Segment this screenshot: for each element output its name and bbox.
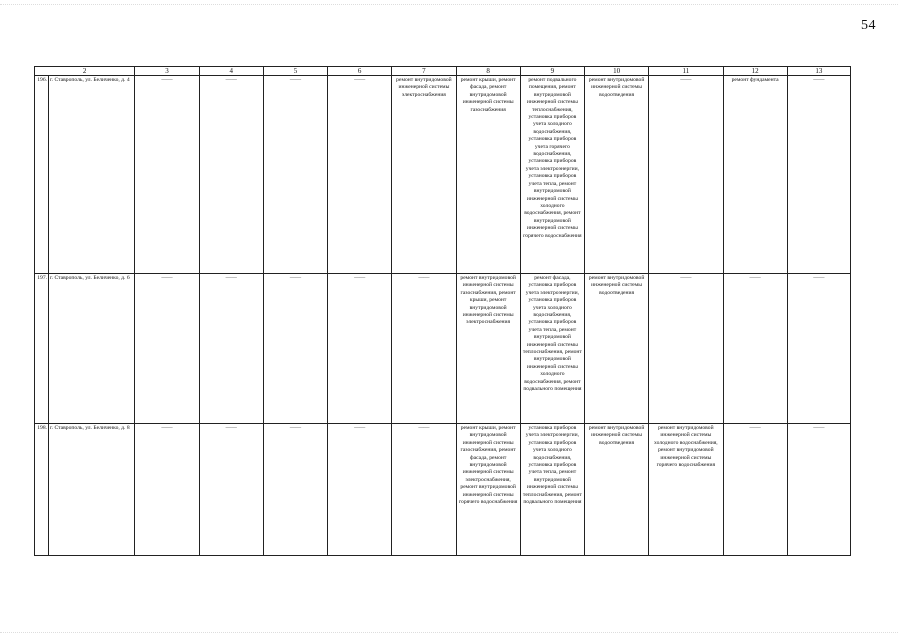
column-header: 9: [520, 67, 584, 76]
table-cell: ——: [649, 76, 723, 274]
scan-artifact-line: [0, 4, 898, 6]
table-cell: ——: [199, 424, 263, 556]
table-row: [35, 424, 851, 556]
column-header: 8: [456, 67, 520, 76]
table-cell: ——: [723, 274, 787, 424]
works-table: [34, 66, 851, 556]
table-cell: ремонт фундамента: [723, 76, 787, 274]
column-header: 12: [723, 67, 787, 76]
table-cell: ремонт внутридомовой инженерной системы холодного водоснабжения, ремонт внутридомовой инженерной системы горячего водоснабжения: [649, 424, 723, 556]
row-number: 197.: [35, 274, 49, 424]
address-cell: г. Ставрополь, ул. Беличенко, д. 4: [49, 76, 135, 274]
table-cell: ——: [135, 76, 199, 274]
table-cell: ——: [649, 274, 723, 424]
column-header: 10: [585, 67, 649, 76]
table-cell: установка приборов учета электроэнергии, установка приборов учета холодного водоснабжения, установка приборов учета тепла, ремонт внутридомовой инженерной системы теплоснабжения, ремонт подвального помещения: [520, 424, 584, 556]
page-number: 54: [861, 18, 876, 33]
scan-artifact-line: [0, 632, 898, 634]
table-cell: ——: [135, 424, 199, 556]
table-cell: ——: [135, 274, 199, 424]
table-cell: ремонт крыши, ремонт внутридомовой инженерной системы газоснабжения, ремонт фасада, ремонт внутридомовой инженерной системы электроснабжения, ремонт внутридомовой инженерной системы горячего водоснабжения: [456, 424, 520, 556]
address-cell: г. Ставрополь, ул. Беличенко, д. 8: [49, 424, 135, 556]
column-header: 11: [649, 67, 723, 76]
address-cell: г. Ставрополь, ул. Беличенко, д. 6: [49, 274, 135, 424]
table-cell: ——: [787, 76, 850, 274]
table-cell: ——: [392, 424, 456, 556]
row-number: 196.: [35, 76, 49, 274]
table-cell: ——: [263, 76, 327, 274]
table-cell: ремонт фасада, установка приборов учета электроэнергии, установка приборов учета холодного водоснабжения, установка приборов учета тепла, ремонт внутридомовой инженерной системы теплоснабжения, ремонт внутридомовой инженерной системы холодного водоснабжения, ремонт подвального помещения: [520, 274, 584, 424]
column-header: 3: [135, 67, 199, 76]
table-cell: ремонт подвального помещения, ремонт внутридомовой инженерной системы теплоснабжения, установка приборов учета холодного водоснабжения, установка приборов учета горячего водоснабжения, установка приборов учета электроэнергии, установка приборов учета тепла, ремонт внутридомовой инженерной системы холодного водоснабжения, ремонт внутридомовой инженерной системы горячего водоснабжения: [520, 76, 584, 274]
table-cell: ——: [723, 424, 787, 556]
table-cell: ——: [328, 76, 392, 274]
table-cell: ——: [787, 424, 850, 556]
header-row: [35, 67, 851, 76]
table-cell: ——: [328, 424, 392, 556]
column-header: 2: [35, 67, 135, 76]
table-cell: ——: [328, 274, 392, 424]
table-cell: ——: [263, 274, 327, 424]
table-cell: ремонт внутридомовой инженерной системы электроснабжения: [392, 76, 456, 274]
table-cell: ремонт внутридомовой инженерной системы газоснабжения, ремонт крыши, ремонт внутридомовой инженерной системы электроснабжения: [456, 274, 520, 424]
table-row: [35, 274, 851, 424]
table-cell: ——: [199, 274, 263, 424]
table-cell: ремонт крыши, ремонт фасада, ремонт внутридомовой инженерной системы газоснабжения: [456, 76, 520, 274]
column-header: 13: [787, 67, 850, 76]
row-number: 198.: [35, 424, 49, 556]
column-header: 7: [392, 67, 456, 76]
table-cell: ремонт внутридомовой инженерной системы водоотведения: [585, 76, 649, 274]
column-header: 6: [328, 67, 392, 76]
table-cell: ——: [392, 274, 456, 424]
table-cell: ——: [199, 76, 263, 274]
table-cell: ——: [787, 274, 850, 424]
table-row: [35, 76, 851, 274]
table-cell: ремонт внутридомовой инженерной системы водоотведения: [585, 274, 649, 424]
column-header: 4: [199, 67, 263, 76]
column-header: 5: [263, 67, 327, 76]
table-cell: ——: [263, 424, 327, 556]
table-cell: ремонт внутридомовой инженерной системы водоотведения: [585, 424, 649, 556]
